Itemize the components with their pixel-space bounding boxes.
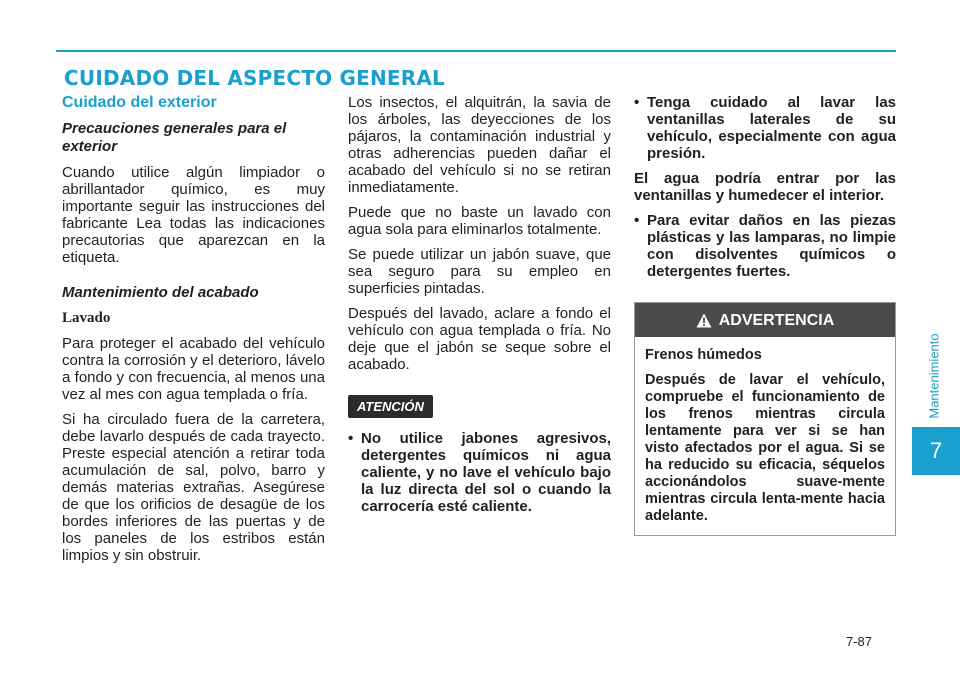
caution-badge: ATENCIÓN bbox=[348, 395, 433, 418]
warning-triangle-icon bbox=[696, 313, 712, 328]
subheading-washing: Lavado bbox=[62, 310, 111, 326]
warning-box bbox=[634, 302, 896, 536]
paragraph-contaminants: Los insectos, el alquitrán, la savia de los árboles, las deyecciones de los pájaros, la contaminación industrial y otras adherencias pueden dañar el acabado del vehículo si no se retiran inmediatamente. bbox=[348, 94, 611, 196]
chapter-tab: 7 bbox=[912, 427, 960, 475]
page-number: 7-87 bbox=[846, 634, 873, 649]
heading-exterior-care: Cuidado del exterior bbox=[62, 94, 217, 111]
paragraph-cleaner-instructions: Cuando utilice algún limpiador o abrillantador químico, es muy importante seguir las instrucciones del fabricante Lea todas las indicaciones precautorias que aparezcan en la etiqueta. bbox=[62, 164, 325, 266]
warning-subtitle: Frenos húmedos bbox=[645, 347, 762, 363]
paragraph-mild-soap: Se puede utilizar un jabón suave, que sea seguro para su empleo en superficies pintadas. bbox=[348, 246, 611, 297]
tips-list-2 bbox=[634, 212, 896, 280]
top-rule bbox=[56, 50, 896, 52]
list-item: • No utilice jabones agresivos, detergentes químicos ni agua caliente, y no lave el vehículo bajo la luz directa del sol o cuando la carrocería esté caliente. bbox=[348, 430, 611, 515]
column-3 bbox=[634, 94, 896, 536]
chapter-side-label: Mantenimiento bbox=[926, 333, 942, 419]
warning-header bbox=[635, 303, 895, 337]
tips-list bbox=[634, 94, 896, 162]
paragraph-water-only: Puede que no baste un lavado con agua sola para eliminarlos totalmente. bbox=[348, 204, 611, 238]
warning-title: ADVERTENCIA bbox=[718, 311, 835, 329]
subheading-general-precautions: Precauciones generales para el exterior bbox=[62, 120, 287, 155]
subheading-finish-maintenance: Mantenimiento del acabado bbox=[62, 284, 259, 301]
paragraph-rinse: Después del lavado, aclare a fondo el vehículo con agua templada o fría. No deje que el jabón se seque sobre el acabado. bbox=[348, 305, 611, 373]
list-item: • Tenga cuidado al lavar las ventanillas laterales de su vehículo, especialmente con agua presión. bbox=[634, 94, 896, 162]
list-item-note: El agua podría entrar por las ventanillas y humedecer el interior. bbox=[634, 170, 896, 204]
column-2 bbox=[348, 94, 611, 523]
caution-list bbox=[348, 430, 611, 515]
list-item: • Para evitar daños en las piezas plásticas y las lamparas, no limpie con disolventes químicos o detergentes fuertes. bbox=[634, 212, 896, 280]
warning-body bbox=[635, 337, 895, 535]
section-title: CUIDADO DEL ASPECTO GENERAL bbox=[64, 66, 445, 90]
column-1 bbox=[62, 94, 325, 572]
paragraph-wash-frequency: Para proteger el acabado del vehículo contra la corrosión y el deterioro, lávelo a fondo y con frecuencia, al menos una vez al mes con agua templada o fría. bbox=[62, 335, 325, 403]
paragraph-offroad-wash: Si ha circulado fuera de la carretera, debe lavarlo después de cada trayecto. Preste especial atención a retirar toda acumulación de sal, polvo, barro y demás materias extrañas. Asegúrese de que los orificios de desagüe de los bordes inferiores de las puertas y de los paneles de los estribos están limpios y sin obstruir. bbox=[62, 411, 325, 564]
warning-text: Después de lavar el vehículo, compruebe el funcionamiento de los frenos mientras circula lentamente para ver si se han visto afectados por el agua. Si se ha reducido su eficacia, séquelos accionándolos suave-mente mientras circula lenta-mente hacia adelante. bbox=[645, 372, 885, 524]
